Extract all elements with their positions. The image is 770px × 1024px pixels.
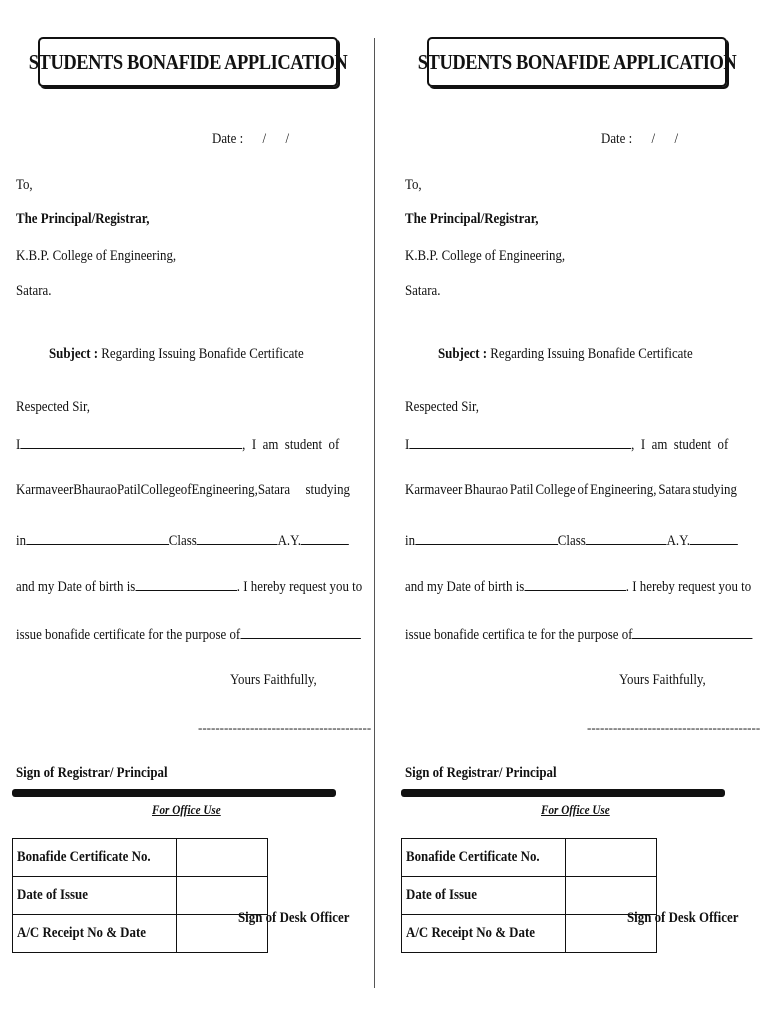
word: Engineering,	[590, 482, 657, 498]
office-use-label: For Office Use	[541, 802, 610, 817]
purpose-blank[interactable]	[240, 624, 360, 639]
title-box	[417, 37, 737, 87]
page-divider	[374, 38, 375, 988]
row-label-text: Bonafide Certificate No.	[17, 849, 151, 865]
row-label	[13, 877, 177, 915]
row-label	[402, 839, 566, 877]
form-title: STUDENTS BONAFIDE APPLICATION	[417, 49, 737, 74]
name-blank[interactable]	[20, 434, 242, 449]
title-box	[28, 37, 348, 87]
word: Engineering,	[191, 482, 258, 498]
row-label-text: A/C Receipt No & Date	[406, 925, 535, 941]
class-blank[interactable]	[586, 530, 667, 545]
table-row	[13, 839, 268, 877]
row-label	[402, 877, 566, 915]
name-blank[interactable]	[409, 434, 631, 449]
desk-officer-label: Sign of Desk Officer	[627, 910, 739, 926]
row-label	[402, 915, 566, 953]
word: Bhaurao	[464, 482, 508, 498]
p4-start: and my Date of birth is	[16, 579, 136, 595]
sign-registrar-label: Sign of Registrar/ Principal	[16, 765, 168, 781]
separator-bar	[401, 789, 725, 797]
word: College	[535, 482, 576, 498]
word: studying	[305, 482, 350, 498]
subject-line	[49, 346, 304, 363]
p3-class: Class	[557, 533, 586, 549]
bonafide-form-right	[401, 0, 761, 1024]
desk-officer-label: Sign of Desk Officer	[238, 910, 350, 926]
p3-ay: A.Y.	[277, 533, 302, 549]
row-value-cell[interactable]	[566, 877, 657, 915]
separator-bar	[12, 789, 336, 797]
p4-start: and my Date of birth is	[405, 579, 525, 595]
paragraph-line-2	[16, 482, 349, 499]
subject-line	[438, 346, 693, 363]
row-value-cell[interactable]	[177, 839, 268, 877]
form-title: STUDENTS BONAFIDE APPLICATION	[28, 49, 348, 74]
department-blank[interactable]	[26, 530, 169, 545]
row-label-text: Date of Issue	[406, 887, 477, 903]
table-row	[402, 839, 657, 877]
p3-class: Class	[168, 533, 197, 549]
subject-text: Regarding Issuing Bonafide Certificate	[98, 346, 304, 362]
paragraph-line-2	[405, 482, 738, 499]
subject-label: Subject :	[438, 346, 488, 362]
college-name: K.B.P. College of Engineering,	[16, 248, 177, 264]
p3-ay: A.Y.	[666, 533, 691, 549]
table-row	[402, 915, 657, 953]
p5-text: issue bonafide certificate for the purpose of	[16, 627, 241, 643]
date-label: Date : / /	[212, 131, 290, 147]
row-value-cell[interactable]	[566, 839, 657, 877]
table-row	[13, 877, 268, 915]
subject-text: Regarding Issuing Bonafide Certificate	[487, 346, 693, 362]
word: Karmaveer	[16, 482, 74, 498]
bonafide-form-left	[12, 0, 372, 1024]
p4-end: . I hereby request you to	[236, 579, 363, 595]
office-use-label: For Office Use	[152, 802, 221, 817]
dob-blank[interactable]	[135, 576, 236, 591]
class-blank[interactable]	[197, 530, 278, 545]
p3-in: in	[405, 533, 416, 549]
p1-start: I	[16, 437, 21, 453]
row-label-text: A/C Receipt No & Date	[17, 925, 146, 941]
subject-label: Subject :	[49, 346, 99, 362]
department-blank[interactable]	[415, 530, 558, 545]
addressee: The Principal/Registrar,	[405, 211, 539, 227]
p2-words	[405, 482, 737, 499]
signature-line: ----------------------------------------	[198, 720, 372, 735]
table-row	[402, 877, 657, 915]
office-use-table	[12, 838, 268, 953]
purpose-blank[interactable]	[632, 624, 752, 639]
word: Patil	[117, 482, 141, 498]
row-label-text: Bonafide Certificate No.	[406, 849, 540, 865]
to-label: To,	[16, 177, 33, 193]
word: Karmaveer	[405, 482, 463, 498]
sign-registrar-label: Sign of Registrar/ Principal	[405, 765, 557, 781]
word: Satara	[658, 482, 691, 498]
word: of	[577, 482, 589, 498]
p1-start: I	[405, 437, 410, 453]
word: Satara	[257, 482, 291, 498]
addressee: The Principal/Registrar,	[16, 211, 150, 227]
city: Satara.	[405, 283, 441, 299]
word: studying	[692, 482, 737, 498]
date-label: Date : / /	[601, 131, 679, 147]
signature-line: ----------------------------------------	[587, 720, 761, 735]
greeting: Respected Sir,	[16, 399, 91, 415]
word: of	[180, 482, 192, 498]
dob-blank[interactable]	[524, 576, 625, 591]
ay-blank[interactable]	[690, 530, 738, 545]
ay-blank[interactable]	[301, 530, 349, 545]
p5-text: issue bonafide certifica te for the purpose of	[405, 627, 633, 643]
office-use-table	[401, 838, 657, 953]
to-label: To,	[405, 177, 422, 193]
row-label	[13, 839, 177, 877]
word: College	[140, 482, 181, 498]
p3-in: in	[16, 533, 27, 549]
p4-end: . I hereby request you to	[625, 579, 752, 595]
city: Satara.	[16, 283, 52, 299]
p1-end: , I am student of	[242, 437, 340, 453]
word: Patil	[509, 482, 534, 498]
row-label	[13, 915, 177, 953]
word: Bhaurao	[73, 482, 118, 498]
table-row	[13, 915, 268, 953]
closing: Yours Faithfully,	[230, 672, 317, 688]
p1-end: , I am student of	[631, 437, 729, 453]
college-name: K.B.P. College of Engineering,	[405, 248, 566, 264]
closing: Yours Faithfully,	[619, 672, 706, 688]
greeting: Respected Sir,	[405, 399, 480, 415]
row-value-cell[interactable]	[177, 877, 268, 915]
p2-words	[16, 482, 348, 499]
row-label-text: Date of Issue	[17, 887, 88, 903]
